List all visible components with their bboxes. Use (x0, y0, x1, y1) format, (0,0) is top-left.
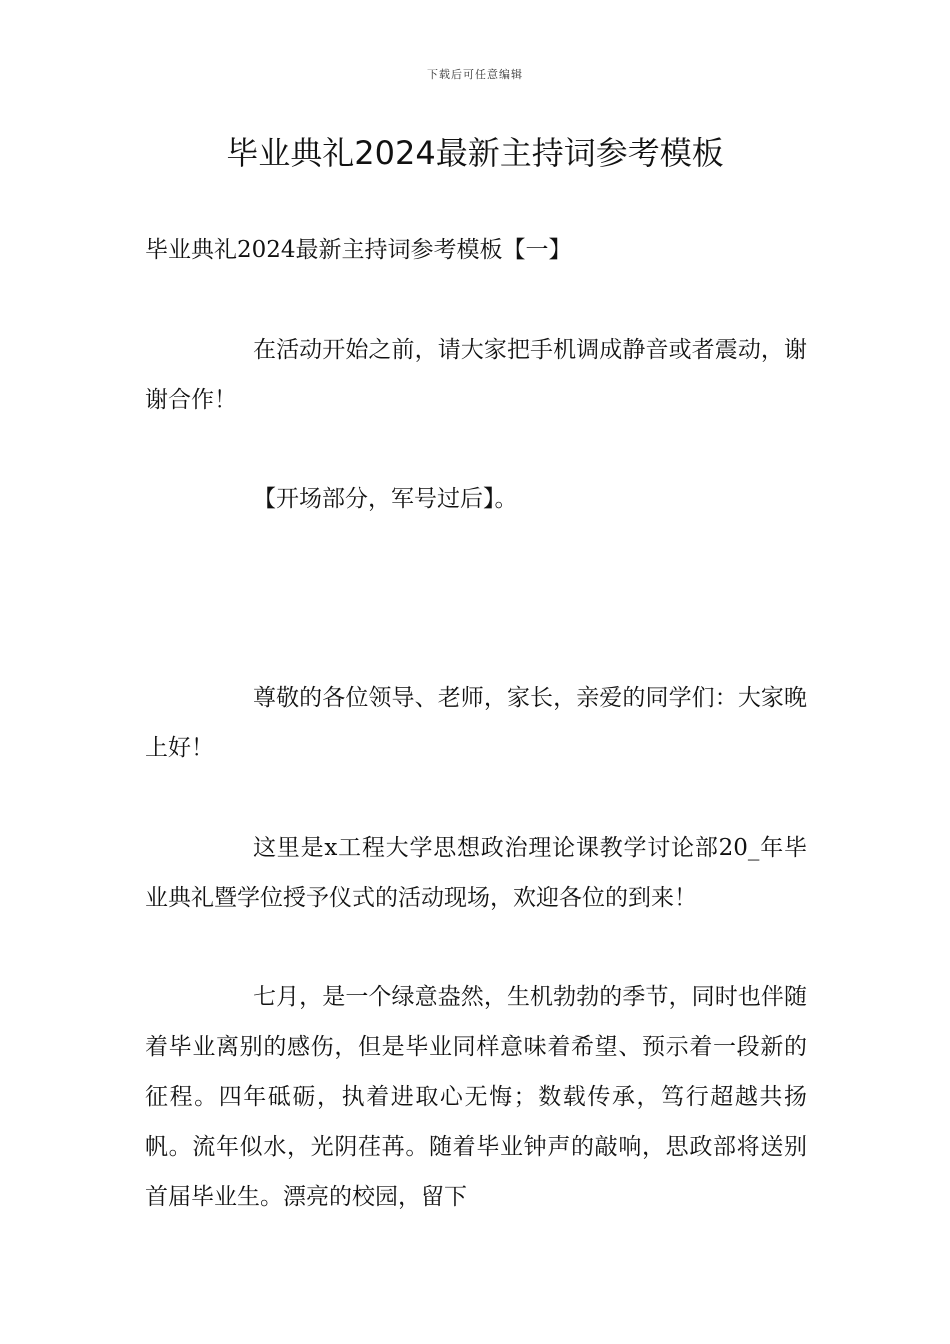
document-title: 毕业典礼2024最新主持词参考模板 (226, 134, 724, 172)
paragraph-july: 七月，是一个绿意盎然，生机勃勃的季节，同时也伴随着毕业离别的感伤，但是毕业同样意味着希望、预示着一段新的征程。四年砥砺，执着进取心无悔；数载传承，笃行超越共扬帆。流年似水，光阴荏苒。随着毕业钟声的敲响，思政部将送别首届毕业生。漂亮的校园，留下 (145, 984, 807, 1210)
paragraph-silence-phones: 在活动开始之前，请大家把手机调成静音或者震动，谢谢合作！ (145, 337, 807, 413)
page-header-note: 下载后可任意编辑 (427, 68, 523, 81)
section-heading: 毕业典礼2024最新主持词参考模板【一】 (145, 237, 572, 263)
paragraph-welcome: 这里是x工程大学思想政治理论课教学讨论部20_年毕业典礼暨学位授予仪式的活动现场，欢迎各位的到来！ (145, 835, 807, 911)
paragraph-greeting: 尊敬的各位领导、老师，家长，亲爱的同学们：大家晚上好！ (145, 685, 807, 761)
paragraph-opening-note: 【开场部分，军号过后】。 (253, 486, 518, 512)
